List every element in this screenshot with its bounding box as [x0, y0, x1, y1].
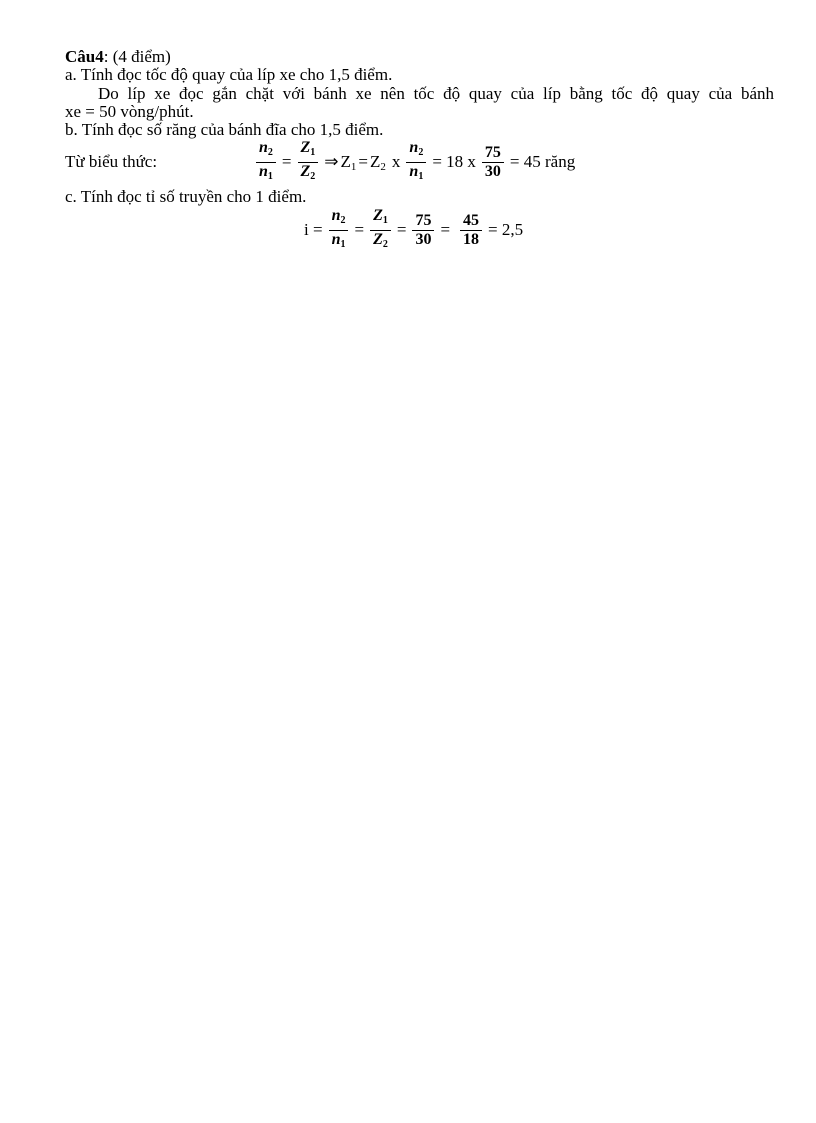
part-a-body-line2: xe = 50 vòng/phút.: [65, 102, 194, 121]
part-b-label: Từ biểu thức:: [65, 152, 158, 171]
fraction-z1-z2: $\frac{Z_1}{Z_2}$: [298, 139, 319, 186]
part-c-formula: i = $\frac{n_2}{n_1}$ = $\frac{Z_1}{Z_2}$ = $\frac{75}{30}$ = $\frac{45}{18}$ = 2,5: [302, 206, 525, 254]
result-teeth: = 45 răng: [509, 152, 576, 171]
part-a-heading: a. Tính đọc tốc độ quay của líp xe cho 1,5 điểm.: [65, 65, 393, 84]
question-title: Câu4: [65, 47, 104, 66]
z1-term: Z1: [340, 151, 357, 173]
times-sign: x: [391, 152, 401, 171]
question-heading: [65, 48, 171, 66]
fraction-45-18: $\frac{45}{18}$: [460, 212, 482, 249]
i-label: i =: [304, 220, 323, 239]
equals-sign: =: [281, 152, 292, 171]
part-b-formula: $\frac{n_2}{n_1}$ = $\frac{Z_1}{Z_2}$ ⇒ Z1 = Z2 x $\frac{n_2}{n_1}$ = 18 x $\frac{75}{30}$ = 45 răng: [252, 138, 577, 186]
fraction-75-30: $\frac{75}{30}$: [412, 212, 434, 249]
part-c-heading: c. Tính đọc tỉ số truyền cho 1 điểm.: [65, 187, 307, 206]
result-ratio: = 2,5: [488, 220, 524, 239]
fraction-75-30: $\frac{75}{30}$: [482, 144, 504, 181]
implies-arrow: ⇒: [324, 152, 339, 171]
z2-term: Z2: [370, 151, 386, 173]
part-a-body-line1: Do líp xe đọc gắn chặt với bánh xe nên tốc độ quay của líp bằng tốc độ quay của bánh: [98, 84, 774, 103]
fraction-z1-z2: $\frac{Z_1}{Z_2}$: [370, 207, 391, 254]
fraction-n2-n1: $\frac{n_2}{n_1}$: [329, 207, 349, 254]
fraction-n2-n1-second: $\frac{n_2}{n_1}$: [406, 139, 426, 186]
question-points: : (4 điểm): [103, 47, 171, 66]
part-b-heading: b. Tính đọc số răng của bánh đĩa cho 1,5 điểm.: [65, 120, 384, 139]
fraction-n2-n1: $\frac{n_2}{n_1}$: [256, 139, 276, 186]
